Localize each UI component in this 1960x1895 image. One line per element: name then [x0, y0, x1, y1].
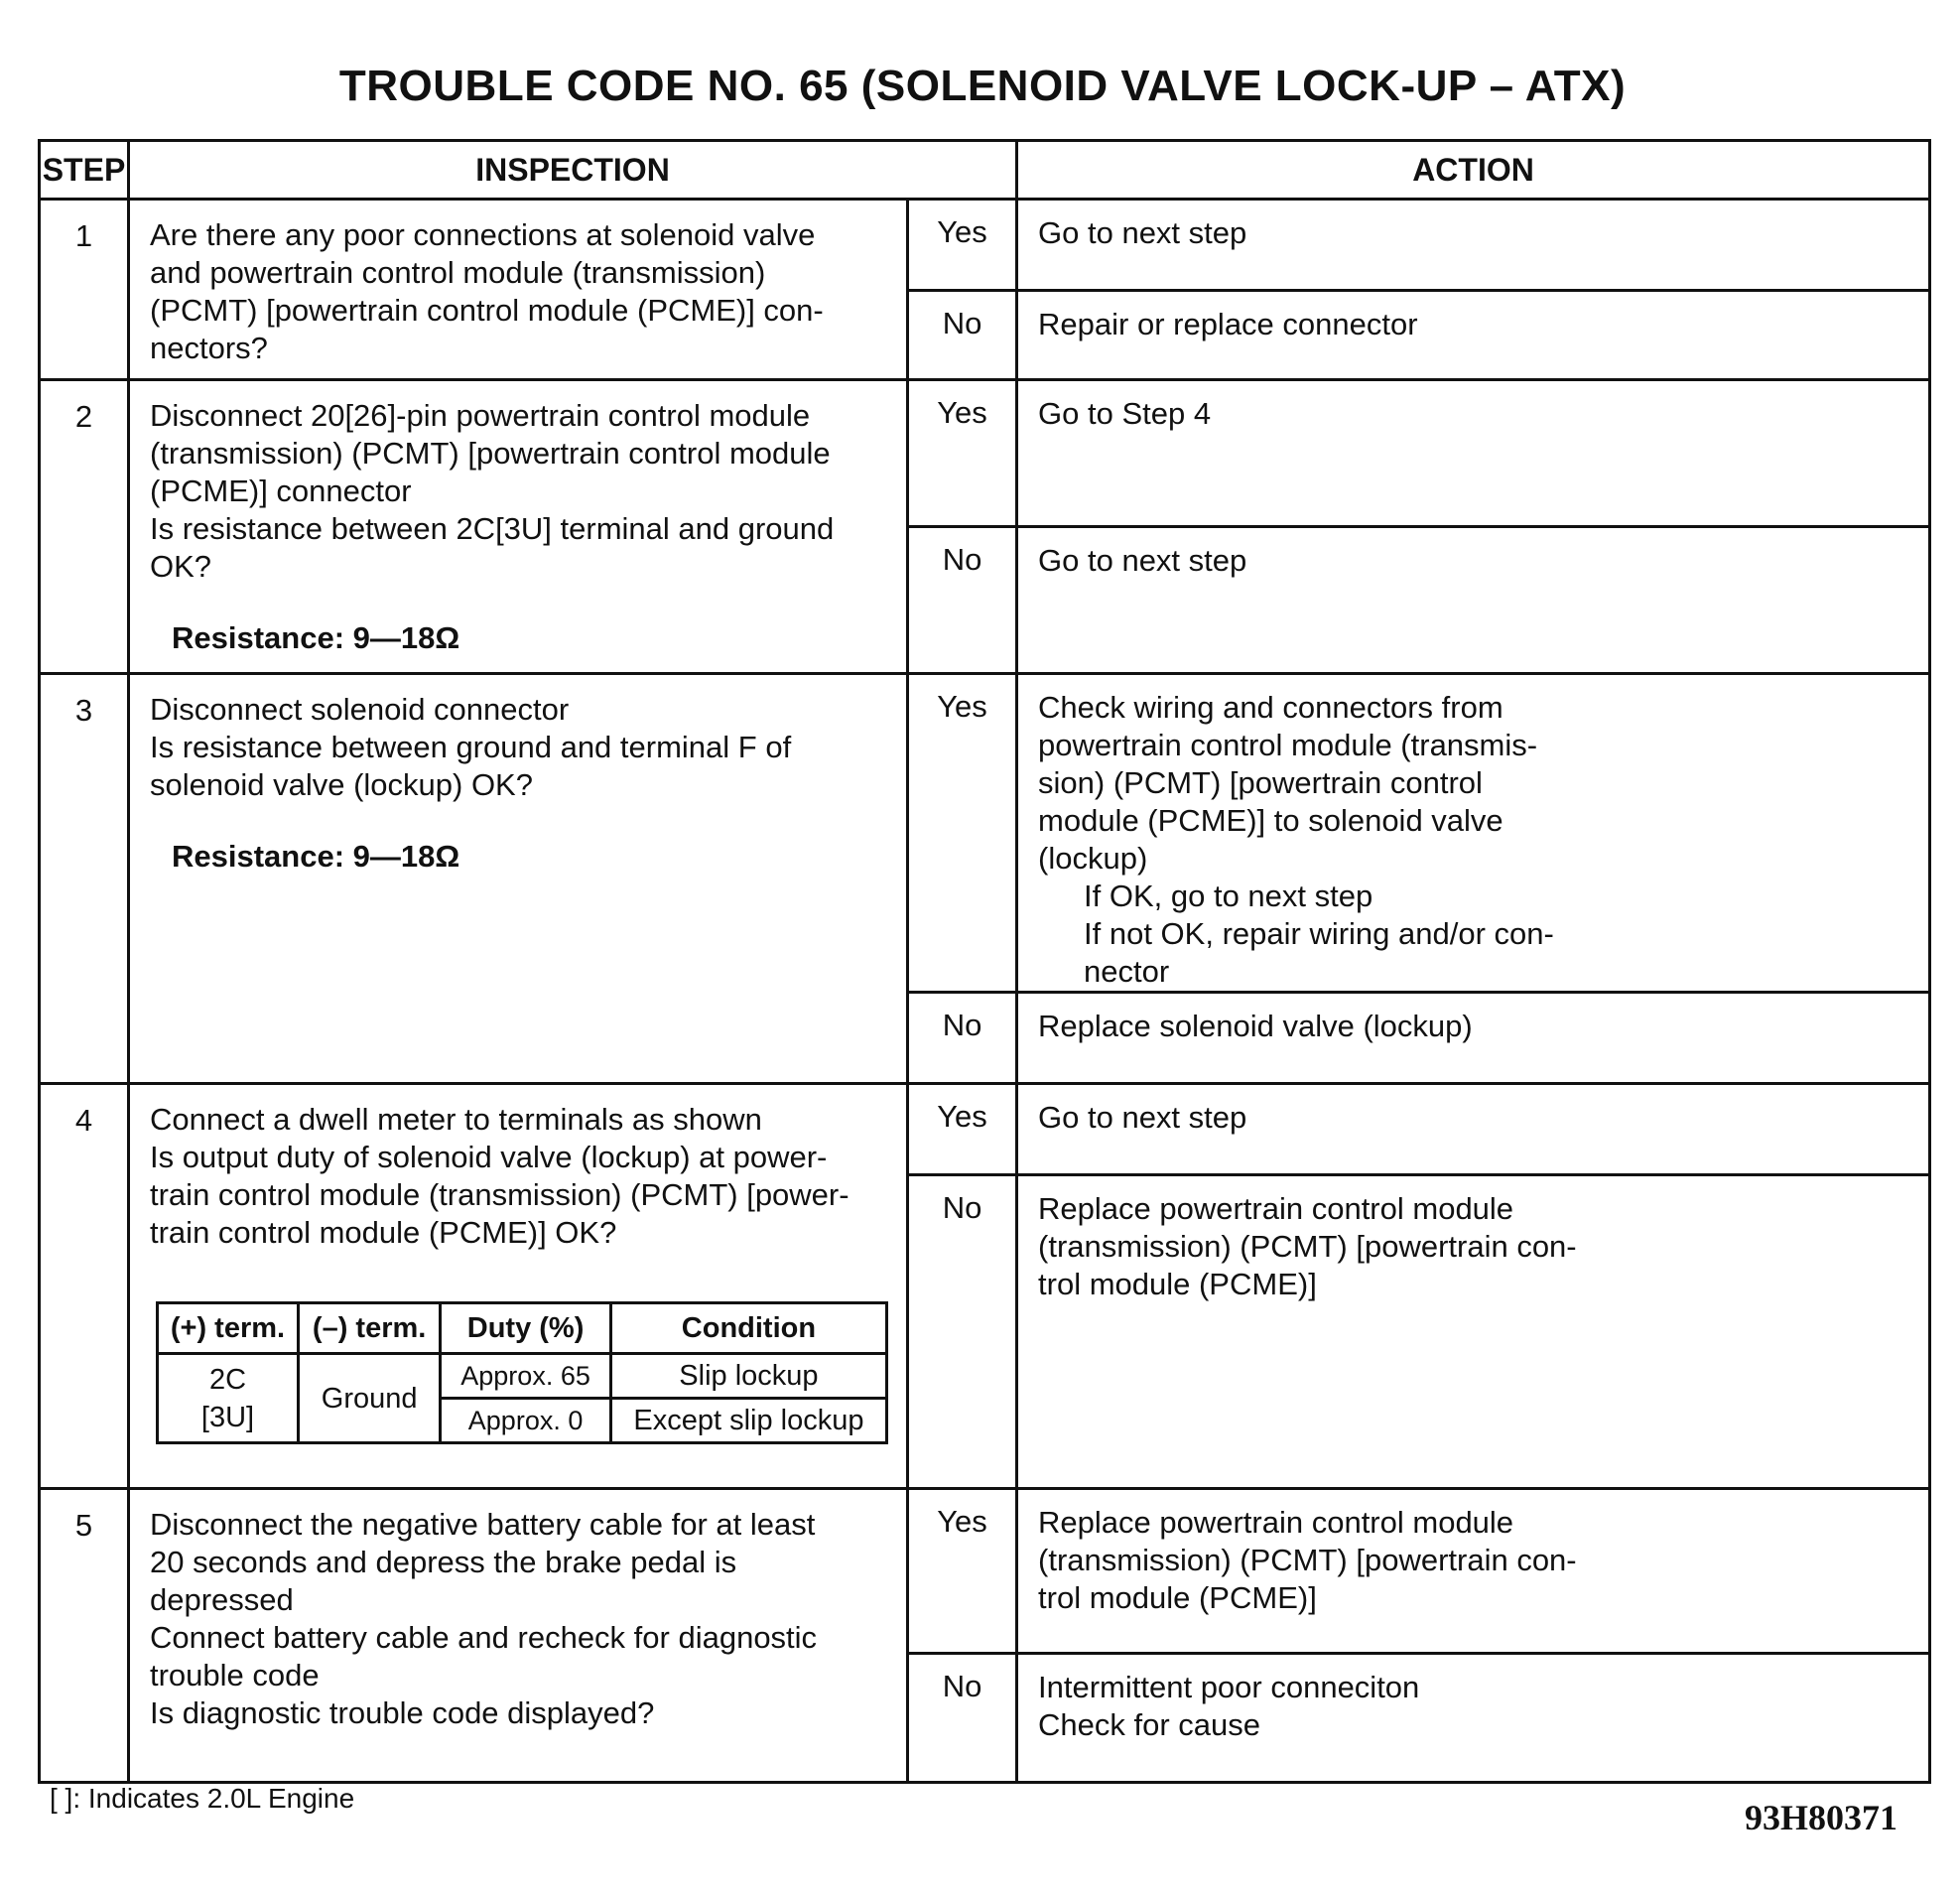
yes-label: Yes — [908, 380, 1017, 527]
inspection-line: (PCME)] connector — [150, 474, 412, 508]
condition-cell: Slip lockup — [610, 1354, 886, 1399]
col-duty: Duty (%) — [441, 1303, 611, 1354]
duty-table — [156, 1301, 888, 1444]
plus-term-line: 2C — [208, 1363, 247, 1396]
action-line: nector — [1084, 954, 1170, 989]
action-line: Go to next step — [1038, 1100, 1247, 1135]
action-line: Check for cause — [1038, 1707, 1261, 1742]
inspection-line: solenoid valve (lockup) OK? — [150, 767, 533, 802]
no-action — [1017, 527, 1930, 674]
inspection-line: 20 seconds and depress the brake pedal is — [150, 1545, 737, 1579]
no-action — [1017, 291, 1930, 380]
step-1-yes-row — [40, 200, 1930, 291]
action-line: Intermittent poor conneciton — [1038, 1670, 1420, 1704]
col-condition: Condition — [610, 1303, 886, 1354]
plus-term-cell — [158, 1354, 299, 1443]
yes-label: Yes — [908, 1489, 1017, 1654]
action-line: Replace powertrain control module — [1038, 1505, 1514, 1540]
inspection-line: Disconnect 20[26]-pin powertrain control module — [150, 398, 811, 433]
no-action — [1017, 1654, 1930, 1783]
reference-number: 93H80371 — [1745, 1798, 1898, 1837]
inspection-line: Connect a dwell meter to terminals as shown — [150, 1102, 762, 1137]
step-inspection — [129, 674, 908, 1084]
resistance-spec: Resistance: 9—18Ω — [172, 839, 460, 874]
action-line: If not OK, repair wiring and/or con- — [1084, 916, 1554, 951]
inspection-line: Disconnect the negative battery cable for at least — [150, 1507, 816, 1542]
no-label: No — [908, 1654, 1017, 1783]
duty-table-header — [158, 1303, 887, 1354]
inspection-line: Is diagnostic trouble code displayed? — [150, 1695, 655, 1730]
inspection-line: Is resistance between 2C[3U] terminal and ground — [150, 511, 835, 546]
step-inspection — [129, 200, 908, 380]
step-inspection — [129, 1489, 908, 1783]
no-label: No — [908, 993, 1017, 1084]
action-line: sion) (PCMT) [powertrain control — [1038, 765, 1483, 800]
no-label: No — [908, 291, 1017, 380]
step-number: 2 — [40, 380, 129, 674]
page-title: TROUBLE CODE NO. 65 (SOLENOID VALVE LOCK-UP – ATX) — [338, 62, 1627, 110]
action-line: Go to next step — [1038, 543, 1247, 578]
yes-label: Yes — [908, 674, 1017, 993]
yes-action — [1017, 380, 1930, 527]
step-number: 3 — [40, 674, 129, 1084]
plus-term-line: [3U] — [200, 1401, 255, 1433]
header-step: STEP — [40, 141, 129, 200]
col-minus-term: (–) term. — [298, 1303, 440, 1354]
action-line: trol module (PCME)] — [1038, 1580, 1317, 1615]
inspection-line: and powertrain control module (transmission) — [150, 255, 766, 290]
action-line: powertrain control module (transmis- — [1038, 728, 1538, 762]
no-label: No — [908, 527, 1017, 674]
action-line: (lockup) — [1038, 841, 1148, 876]
header-action: ACTION — [1017, 141, 1930, 200]
inspection-line: train control module (transmission) (PCMT) [power- — [150, 1177, 849, 1212]
step-3-yes-row — [40, 674, 1930, 993]
yes-label: Yes — [908, 200, 1017, 291]
col-plus-term: (+) term. — [158, 1303, 299, 1354]
action-line: Replace powertrain control module — [1038, 1191, 1514, 1226]
inspection-line: Are there any poor connections at solenoid valve — [150, 217, 816, 252]
no-label: No — [908, 1175, 1017, 1489]
trouble-code-table — [38, 139, 1931, 1784]
yes-action — [1017, 200, 1930, 291]
step-inspection — [129, 380, 908, 674]
condition-cell: Except slip lockup — [610, 1399, 886, 1443]
step-number: 5 — [40, 1489, 129, 1783]
step-number: 4 — [40, 1084, 129, 1489]
action-line: Go to next step — [1038, 215, 1247, 250]
inspection-line: (transmission) (PCMT) [powertrain control module — [150, 436, 831, 471]
inspection-line: nectors? — [150, 331, 268, 365]
no-action — [1017, 1175, 1930, 1489]
step-2-yes-row — [40, 380, 1930, 527]
action-line: (transmission) (PCMT) [powertrain con- — [1038, 1543, 1577, 1577]
inspection-line: OK? — [150, 549, 212, 584]
yes-action — [1017, 1084, 1930, 1175]
inspection-line: train control module (PCME)] OK? — [150, 1215, 617, 1250]
inspection-line: depressed — [150, 1582, 294, 1617]
inspection-line: Connect battery cable and recheck for diagnostic — [150, 1620, 818, 1655]
minus-term-cell: Ground — [298, 1354, 440, 1443]
step-inspection — [129, 1084, 908, 1489]
action-line: Replace solenoid valve (lockup) — [1038, 1009, 1473, 1043]
inspection-line: trouble code — [150, 1658, 320, 1692]
action-line: trol module (PCME)] — [1038, 1267, 1317, 1301]
action-line: If OK, go to next step — [1084, 879, 1373, 913]
footnote: [ ]: Indicates 2.0L Engine — [50, 1783, 355, 1814]
inspection-line: (PCMT) [powertrain control module (PCME)] con- — [150, 293, 824, 328]
header-row — [40, 141, 1930, 200]
inspection-line: Is output duty of solenoid valve (lockup) at power- — [150, 1140, 828, 1174]
action-line: Go to Step 4 — [1038, 396, 1212, 431]
header-inspection: INSPECTION — [129, 141, 1017, 200]
yes-label: Yes — [908, 1084, 1017, 1175]
step-number: 1 — [40, 200, 129, 380]
step-4-yes-row — [40, 1084, 1930, 1175]
inspection-line: Is resistance between ground and terminal F of — [150, 730, 792, 764]
no-action — [1017, 993, 1930, 1084]
duty-row — [158, 1354, 887, 1399]
yes-action — [1017, 1489, 1930, 1654]
action-line: (transmission) (PCMT) [powertrain con- — [1038, 1229, 1577, 1264]
duty-cell: Approx. 0 — [441, 1399, 611, 1443]
duty-cell: Approx. 65 — [441, 1354, 611, 1399]
resistance-spec: Resistance: 9—18Ω — [172, 620, 460, 655]
inspection-line: Disconnect solenoid connector — [150, 692, 570, 727]
step-5-yes-row — [40, 1489, 1930, 1654]
action-line: module (PCME)] to solenoid valve — [1038, 803, 1503, 838]
yes-action — [1017, 674, 1930, 993]
action-line: Check wiring and connectors from — [1038, 690, 1503, 725]
action-line: Repair or replace connector — [1038, 307, 1418, 341]
